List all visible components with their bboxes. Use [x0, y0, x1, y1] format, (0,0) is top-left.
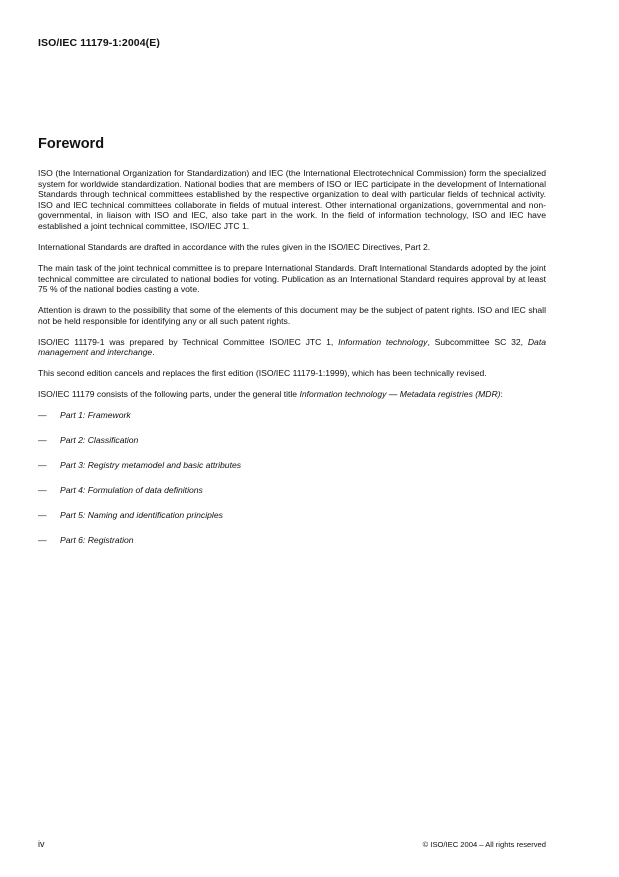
copyright-notice: © ISO/IEC 2004 – All rights reserved — [422, 840, 546, 849]
committee-title: Information technology — [338, 336, 428, 347]
list-item-label: Part 2: Classification — [60, 435, 139, 446]
foreword-body — [38, 168, 546, 560]
list-item-label: Part 4: Formulation of data definitions — [60, 485, 203, 496]
list-item — [38, 510, 546, 521]
list-item — [38, 410, 546, 421]
paragraph-edition: This second edition cancels and replaces the first edition (ISO/IEC 11179-1:1999), which has been technically revised. — [38, 368, 487, 379]
list-item-label: Part 3: Registry metamodel and basic attributes — [60, 460, 242, 471]
list-dash: — — [38, 510, 47, 521]
paragraph-organizations: ISO (the International Organization for Standardization) and IEC (the International Electrotechnical Commission) form the specialized system for worldwide standardization. National bodies that are members of ISO or IEC participate in the development of International Standards through technical committees established by the respective organization to deal with particular fields of technical activity. ISO and IEC technical committees collaborate in fields of mutual interest. Other international organizations, governmental and non-governmental, in liaison with ISO and IEC, also take part in the work. In the field of information technology, ISO and IEC have established a joint technical committee, ISO/IEC JTC 1. — [38, 168, 546, 231]
list-item-label: Part 5: Naming and identification principles — [60, 510, 223, 521]
list-dash: — — [38, 485, 47, 496]
page-title: Foreword — [38, 136, 105, 152]
list-item-label: Part 6: Registration — [60, 535, 134, 546]
list-item — [38, 535, 546, 546]
paragraph-main-task: The main task of the joint technical committee is to prepare International Standards. Draft International Standards adopted by the joint technical committee are circulated to national bodies for voting. Publication as an International Standard requires approval by at least 75 % of the national bodies casting a vote. — [38, 262, 546, 295]
page-number: iv — [38, 839, 45, 849]
parts-list — [38, 410, 546, 546]
general-title: Information technology — Metadata registries (MDR) — [299, 389, 501, 400]
list-item — [38, 485, 546, 496]
prepared-by-end: . — [152, 347, 155, 358]
list-item — [38, 460, 546, 471]
list-dash: — — [38, 460, 47, 471]
parts-intro-end: : — [500, 389, 503, 400]
paragraph-prepared-by — [38, 337, 546, 358]
prepared-by-text: ISO/IEC 11179-1 was prepared by Technical Committee ISO/IEC JTC 1, — [38, 336, 339, 347]
document-id-header: ISO/IEC 11179-1:2004(E) — [38, 37, 160, 49]
paragraph-directives: International Standards are drafted in accordance with the rules given in the ISO/IEC Directives, Part 2. — [38, 241, 431, 252]
parts-intro-text: ISO/IEC 11179 consists of the following parts, under the general title — [38, 389, 300, 400]
list-item — [38, 435, 546, 446]
prepared-by-subcommittee: , Subcommittee SC 32, — [427, 336, 528, 347]
list-dash: — — [38, 535, 47, 546]
subcommittee-title: Data management and interchange — [38, 336, 546, 358]
paragraph-patent-rights: Attention is drawn to the possibility that some of the elements of this document may be the subject of patent rights. ISO and IEC shall not be held responsible for identifying any or all such patent rights. — [38, 305, 546, 326]
paragraph-parts-intro — [38, 389, 546, 400]
list-dash: — — [38, 435, 47, 446]
list-dash: — — [38, 410, 47, 421]
list-item-label: Part 1: Framework — [60, 410, 131, 421]
